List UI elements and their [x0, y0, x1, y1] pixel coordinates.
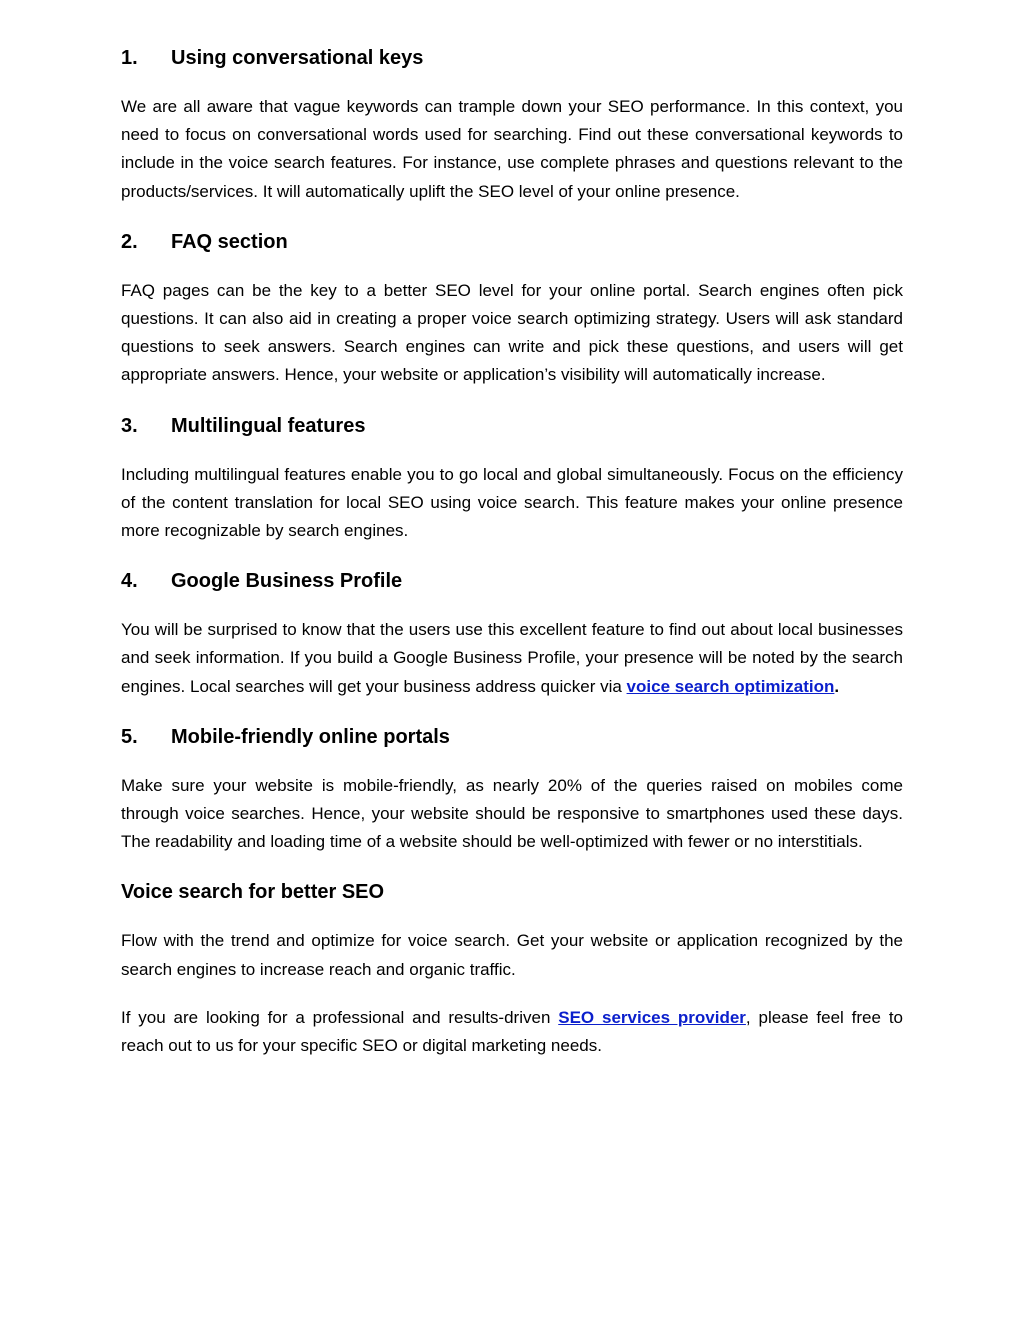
section-heading-5	[121, 723, 903, 751]
section-paragraph-1: We are all aware that vague keywords can trample down your SEO performance. In this context, you need to focus on conversational words used for searching. Find out these conversational keywords to include in the voice search features. For instance, use complete phrases and questions relevant to the products/services. It will automatically uplift the SEO level of your online presence.	[121, 97, 903, 201]
document-page	[121, 44, 903, 1082]
section-title: FAQ section	[171, 230, 288, 253]
section-paragraph-5: Make sure your website is mobile-friendly, as nearly 20% of the queries raised on mobiles come through voice searches. Hence, your website should be responsive to smartphones used these days. The readability and loading time of a website should be well-optimized with fewer or no interstitials.	[121, 775, 903, 852]
paragraph-text: You will be surprised to know that the users use this excellent feature to find out about local businesses and seek information. If you build a Google Business Profile, your presence will be noted by the search engines. Local searches will get your business address quicker via	[121, 620, 903, 696]
section-heading-3	[121, 412, 903, 440]
conclusion-heading: Voice search for better SEO	[121, 881, 385, 904]
section-title: Google Business Profile	[171, 570, 403, 593]
paragraph-text-end: .	[834, 676, 840, 696]
section-heading-4	[121, 567, 903, 595]
section-number: 1.	[121, 47, 138, 69]
section-paragraph-2: FAQ pages can be the key to a better SEO level for your online portal. Search engines often pick questions. It can also aid in creating a proper voice search optimizing strategy. Users will ask standard questions to seek answers. Search engines can write and pick these questions, and users will get appropriate answers. Hence, your website or application’s visibility will automatically increase.	[121, 280, 903, 385]
section-title: Mobile-friendly online portals	[171, 725, 450, 748]
section-paragraph-3: Including multilingual features enable you to go local and global simultaneously. Focus on the efficiency of the content translation for local SEO using voice search. This feature makes your online presence more recognizable by search engines.	[121, 464, 903, 541]
section-number: 4.	[121, 570, 138, 593]
section-heading-1	[121, 44, 903, 72]
section-paragraph-4	[121, 616, 903, 701]
section-number: 5.	[121, 725, 138, 748]
section-number: 2.	[121, 230, 138, 253]
section-heading-2	[121, 228, 903, 256]
section-title: Multilingual features	[171, 414, 366, 437]
section-title: Using conversational keys	[171, 47, 424, 69]
voice-search-optimization-link[interactable]: voice search optimization	[626, 676, 835, 696]
seo-services-provider-link[interactable]: SEO services provider	[558, 1007, 746, 1027]
section-number: 3.	[121, 414, 138, 437]
paragraph-text-end: , please feel free to reach out to us for your specific SEO or digital marketing needs.	[121, 1007, 903, 1056]
conclusion-paragraph-1: Flow with the trend and optimize for voice search. Get your website or application recognized by the search engines to increase reach and organic traffic.	[121, 931, 903, 979]
conclusion-paragraph-2	[121, 1004, 903, 1060]
paragraph-text: If you are looking for a professional and results-driven	[121, 1007, 559, 1027]
